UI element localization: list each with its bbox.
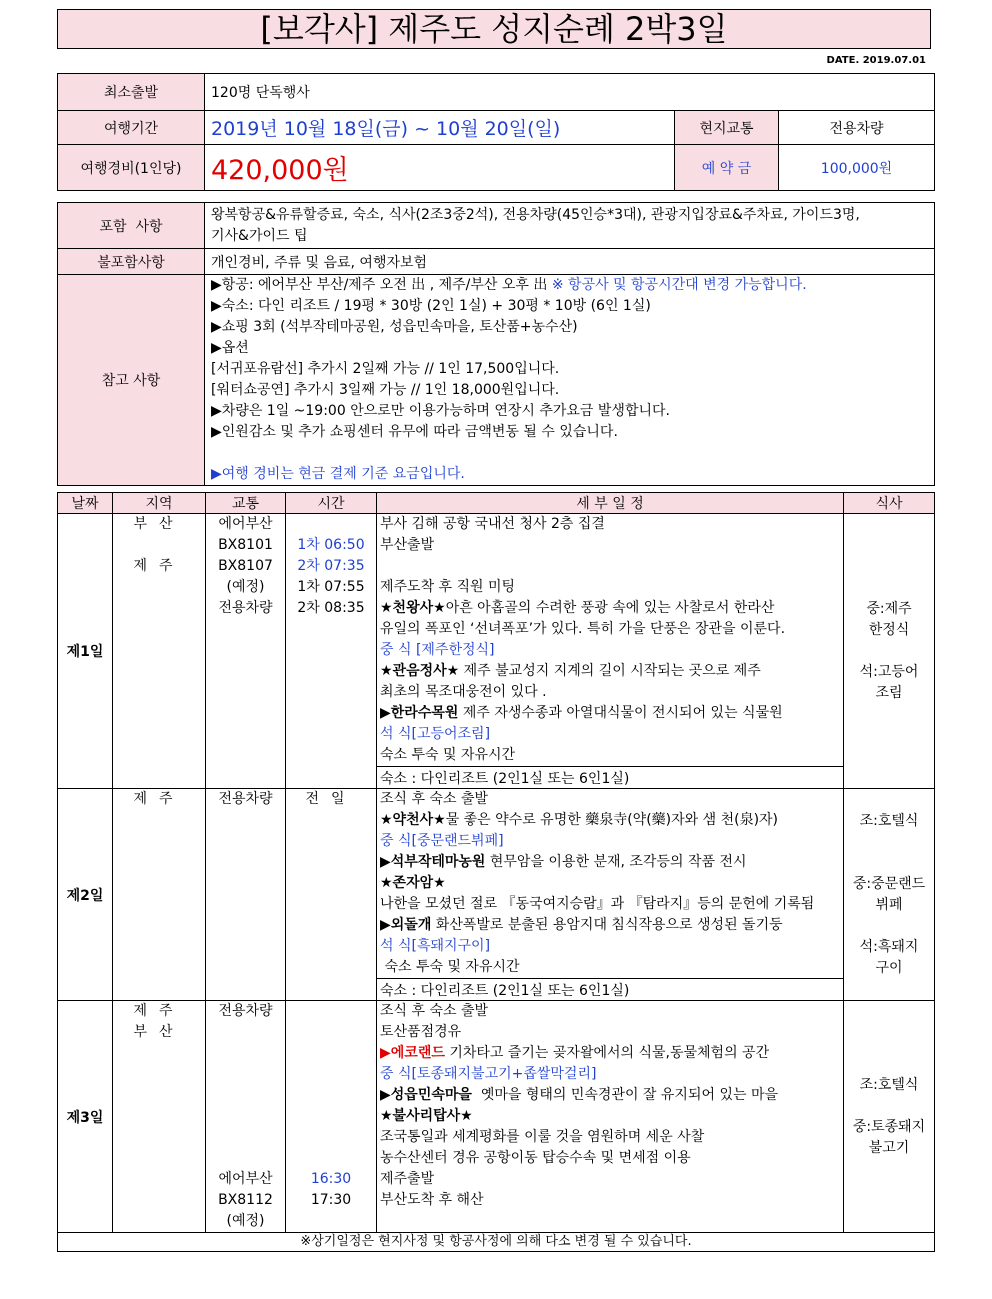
included-value bbox=[205, 203, 935, 249]
note-line: [서귀포유람선] 추가시 2일째 가능 // 1인 17,500입니다. bbox=[211, 361, 560, 377]
day2-transport: 전용차량 bbox=[206, 789, 286, 1001]
header-date: 날짜 bbox=[58, 493, 113, 514]
day2-label: 제2일 bbox=[58, 789, 113, 1001]
header-meals: 식사 bbox=[844, 493, 935, 514]
note-line: ▶숙소: 다인 리조트 / 19평 * 30방 (2인 1실) + 30평 * 10방 (6인 1실) bbox=[211, 298, 651, 314]
period-value: 2019년 10월 18일(금) ~ 10월 20일(일) bbox=[205, 111, 675, 145]
cost-label: 여행경비(1인당) bbox=[58, 145, 205, 191]
page-title: [보각사] 제주도 성지순례 2박3일 bbox=[57, 9, 931, 49]
excluded-label: 불포함사항 bbox=[58, 249, 205, 275]
included-line: 기사&가이드 팁 bbox=[211, 227, 308, 244]
transport-label: 현지교통 bbox=[675, 111, 779, 145]
note-cash-basis: ▶여행 경비는 현금 결제 기준 요금입니다. bbox=[211, 466, 465, 482]
header-region: 지역 bbox=[113, 493, 206, 514]
terms-table bbox=[57, 202, 935, 486]
schedule-footer-note: ※상기일정은 현지사정 및 항공사정에 의해 다소 변경 될 수 있습니다. bbox=[58, 1233, 935, 1252]
min-departure-value: 120명 단독행사 bbox=[205, 74, 935, 111]
day1-lodging: 숙소 : 다인리조트 (2인1실 또는 6인1실) bbox=[377, 767, 844, 789]
excluded-value: 개인경비, 주류 및 음료, 여행자보험 bbox=[205, 249, 935, 275]
header-time: 시간 bbox=[286, 493, 377, 514]
day2-region: 제주 bbox=[113, 789, 206, 1001]
header-details: 세 부 일 정 bbox=[377, 493, 844, 514]
notes-value bbox=[205, 275, 935, 486]
day1-label: 제1일 bbox=[58, 514, 113, 789]
day1-meals: 중:제주 한정식 석:고등어 조림 bbox=[844, 514, 935, 789]
day1-times: 1차 06:50 2차 07:35 1차 07:55 2차 08:35 bbox=[286, 514, 377, 789]
min-departure-label: 최소출발 bbox=[58, 74, 205, 111]
note-line: [워터쇼공연] 추가시 3일째 가능 // 1인 18,000원입니다. bbox=[211, 382, 560, 398]
day3-transport: 전용차량 에어부산 BX8112 (예정) bbox=[206, 1001, 286, 1233]
deposit-label: 예 약 금 bbox=[675, 145, 779, 191]
day2-details: 조식 후 숙소 출발 ★약천사★물 좋은 약수로 유명한 藥泉寺(약(藥)자와 샘 천(泉)자) 중 식[중문랜드뷔페] ▶석부작테마농원 현무암을 이용한 분재, 조각등의 작품 전시 ★존자암★ 나한을 모셨던 절로 『동국여지승람』과 『탐라지』등의 문헌에 기록됨 ▶외돌개 화산폭발로 분출된 용암지대 침식작용으로 생성된 돌기둥 석 식[흑돼지구이] 숙소 투숙 및 자유시간 bbox=[377, 789, 844, 979]
header-transport: 교통 bbox=[206, 493, 286, 514]
day2-meals: 조:호텔식 중:중문랜드 뷔페 석:흑돼지 구이 bbox=[844, 789, 935, 1001]
note-flight: ▶항공: 에어부산 부산/제주 오전 出 , 제주/부산 오후 出 ※ 항공사 및 항공시간대 변경 가능합니다. bbox=[211, 277, 807, 293]
note-line: ▶인원감소 및 추가 쇼핑센터 유무에 따라 금액변동 될 수 있습니다. bbox=[211, 424, 618, 440]
day2-time: 전일 bbox=[286, 789, 377, 1001]
notes-label: 참고 사항 bbox=[58, 275, 205, 486]
day3-meals: 조:호텔식 중:토종돼지 불고기 bbox=[844, 1001, 935, 1233]
note-line: ▶옵션 bbox=[211, 340, 249, 356]
day3-label: 제3일 bbox=[58, 1001, 113, 1233]
info-table bbox=[57, 73, 935, 191]
day2-lodging: 숙소 : 다인리조트 (2인1실 또는 6인1실) bbox=[377, 979, 844, 1001]
schedule-table bbox=[57, 492, 935, 1252]
day1-transport: 에어부산 BX8101 BX8107 (예정) 전용차량 bbox=[206, 514, 286, 789]
period-label: 여행기간 bbox=[58, 111, 205, 145]
day3-regions: 제주 부산 bbox=[113, 1001, 206, 1233]
transport-value: 전용차량 bbox=[779, 111, 935, 145]
day3-times: 16:30 17:30 bbox=[286, 1001, 377, 1233]
included-line: 왕복항공&유류할증료, 숙소, 식사(2조3중2석), 전용차량(45인승*3대), 관광지입장료&주차료, 가이드3명, bbox=[211, 206, 860, 223]
included-label: 포함 사항 bbox=[58, 203, 205, 249]
deposit-value: 100,000원 bbox=[779, 145, 935, 191]
document-date: DATE. 2019.07.01 bbox=[826, 55, 926, 66]
day1-details: 부사 김해 공항 국내선 청사 2층 집결 부산출발 제주도착 후 직원 미팅 ★천왕사★아흔 아홉골의 수려한 풍광 속에 있는 사찰로서 한라산 유일의 폭포인 ‘선녀폭포’가 있다. 특히 가을 단풍은 장관을 이룬다. 중 식 [제주한정식] ★관음정사★ 제주 불교성지 지계의 길이 시작되는 곳으로 제주 최초의 목조대웅전이 있다 . ▶한라수목원 제주 자생수종과 아열대식물이 전시되어 있는 식물원 석 식[고등어조림] 숙소 투숙 및 자유시간 bbox=[377, 514, 844, 767]
day3-details: 조식 후 숙소 출발 토산품점경유 ▶에코랜드 기차타고 즐기는 곶자왈에서의 식물,동물체험의 공간 중 식[토종돼지불고기+좁쌀막걸리] ▶성읍민속마을 옛마을 형태의 민속경관이 잘 유지되어 있는 마을 ★불사리탑사★ 조국통일과 세계평화를 이룰 것을 염원하며 세운 사찰 농수산센터 경유 공항이동 탑승수속 및 면세점 이용 제주출발 부산도착 후 해산 bbox=[377, 1001, 844, 1233]
cost-value: 420,000원 bbox=[205, 145, 675, 191]
note-line: ▶차량은 1일 ~19:00 안으로만 이용가능하며 연장시 추가요금 발생합니다. bbox=[211, 403, 670, 419]
note-line: ▶쇼핑 3회 (석부작테마공원, 성읍민속마을, 토산품+농수산) bbox=[211, 319, 578, 335]
day1-regions: 부산 제주 bbox=[113, 514, 206, 789]
